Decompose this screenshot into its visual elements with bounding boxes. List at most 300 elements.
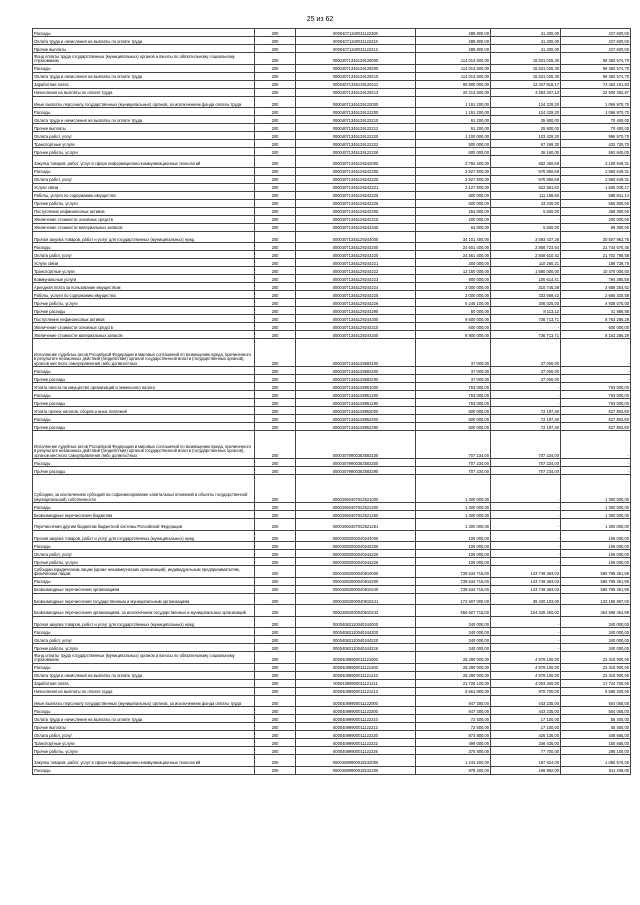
row-code: 200 (255, 207, 296, 215)
row-approved: 113 013 600,00 (416, 64, 491, 72)
row-code: 200 (255, 766, 296, 774)
row-name: Расходы (33, 459, 255, 467)
row-approved: 1 300 000,00 (416, 475, 491, 503)
row-budget-code: 00004089900011122200 (296, 707, 416, 715)
row-remaining: 3 109 949,31 (561, 156, 631, 168)
row-approved: 24 601 400,00 (416, 243, 491, 251)
table-row (33, 331, 631, 339)
row-approved: 600 000,00 (416, 423, 491, 431)
row-remaining: 4 938 075,00 (561, 299, 631, 307)
row-name: Расходы (33, 367, 255, 375)
row-approved: 37 000,00 (416, 375, 491, 383)
row-name: Прочие расходы (33, 399, 255, 407)
row-budget-code: 00004071345129244220 (296, 251, 416, 259)
row-approved: 763 000,00 (416, 383, 491, 391)
row-budget-code: 00004089900011122000 (296, 695, 416, 707)
row-name: Расходы (33, 663, 255, 671)
row-remaining: 527 802,60 (561, 423, 631, 431)
row-name: Расходы (33, 707, 255, 715)
table-row (33, 29, 631, 37)
row-remaining: 30 507 962,75 (561, 231, 631, 243)
row-executed: 72 197,40 (491, 415, 561, 423)
row-code: 200 (255, 755, 296, 767)
row-budget-code: 00004071345129122200 (296, 108, 416, 116)
row-approved: 600 000,00 (416, 407, 491, 415)
row-code: 200 (255, 331, 296, 339)
row-budget-code: 00004083110040244200 (296, 628, 416, 636)
row-remaining: 600 000,00 (561, 323, 631, 331)
row-name: Исполнение судебных актов Российской Федерации и мировых соглашений по возмещению вреда, причиненного в результате незаконных действий (бездействия) органов государственной власти (государственных органов), органов местного самоуправления либо должностных (33, 339, 255, 367)
row-budget-code: 00004082000040244000 (296, 530, 416, 542)
row-name: Иные выплаты персоналу государственных (муниципальных) органов, за исключением фонда оплаты труда (33, 695, 255, 707)
row-executed: 124 229,30 (491, 108, 561, 116)
row-name: Уплата прочих налогов, сборов и иных платежей (33, 407, 255, 415)
table-row (33, 80, 631, 88)
row-code: 200 (255, 616, 296, 628)
table-row (33, 108, 631, 116)
row-budget-code: 00004071345129122210 (296, 116, 416, 124)
row-executed: 36 160,00 (491, 148, 561, 156)
row-executed: 41 200,00 (491, 45, 561, 53)
table-row (33, 64, 631, 72)
row-name: Закупка товаров, работ, услуг в сфере информационно-коммуникационных технологий (33, 755, 255, 767)
row-name: Увеличение стоимости материальных запасов (33, 223, 255, 231)
row-name: Прочие работы, услуги (33, 299, 255, 307)
row-budget-code: 00004082000040244200 (296, 542, 416, 550)
table-row (33, 407, 631, 415)
row-code: 200 (255, 267, 296, 275)
row-remaining: 1 300 000,00 (561, 519, 631, 531)
table-row (33, 475, 631, 503)
row-code: 200 (255, 566, 296, 578)
row-code: 200 (255, 72, 296, 80)
row-remaining: 1 055 576,00 (561, 755, 631, 767)
row-approved: 3 000 000,00 (416, 291, 491, 299)
row-code: 200 (255, 199, 296, 207)
row-approved: 300 000,00 (416, 259, 491, 267)
row-remaining: 227 600,00 (561, 37, 631, 45)
row-budget-code: 00004082000040810242 (296, 605, 416, 617)
row-executed: - (491, 215, 561, 223)
row-remaining: 21 702 789,58 (561, 251, 631, 259)
row-approved: 600 000,00 (416, 148, 491, 156)
row-remaining: 340 000,00 (561, 644, 631, 652)
row-budget-code: 00004071345129122212 (296, 124, 416, 132)
row-executed: 308 025,00 (491, 299, 561, 307)
row-approved: 50 000,00 (416, 307, 491, 315)
row-budget-code: 00004079900383583290 (296, 467, 416, 475)
table-row (33, 542, 631, 550)
row-executed: 2 856 723,54 (491, 243, 561, 251)
row-executed: 143 749 363,02 (491, 566, 561, 578)
row-budget-code: 00004071345129242220 (296, 175, 416, 183)
row-code: 200 (255, 275, 296, 283)
row-remaining: 106 000,00 (561, 542, 631, 550)
row-executed: 975 700,00 (491, 687, 561, 695)
row-name: Коммунальные услуги (33, 275, 255, 283)
row-budget-code: 00004083110040244226 (296, 644, 416, 652)
row-code: 200 (255, 577, 296, 585)
row-code: 200 (255, 695, 296, 707)
row-code: 200 (255, 459, 296, 467)
row-budget-code: 00004071345129851200 (296, 391, 416, 399)
row-executed: 5 500,00 (491, 223, 561, 231)
row-approved: 3 527 600,00 (416, 167, 491, 175)
row-name: Исполнение судебных актов Российской Федерации и мировых соглашений по возмещению вреда, причиненного в результате незаконных действий (бездействия) органов государственной власти (государственных органов), органов местного самоуправления либо должностных (33, 431, 255, 459)
table-row (33, 519, 631, 531)
row-budget-code: 00004089900011121211 (296, 679, 416, 687)
row-code: 200 (255, 108, 296, 116)
row-name: Безвозмездные перечисления организациям (33, 585, 255, 593)
row-budget-code: 00004082000040244226 (296, 558, 416, 566)
row-remaining: 1 605 038,17 (561, 183, 631, 191)
row-remaining: 504 065,00 (561, 707, 631, 715)
row-remaining: - (561, 467, 631, 475)
row-executed: 443 235,00 (491, 707, 561, 715)
row-code: 200 (255, 323, 296, 331)
row-remaining: 70 400,00 (561, 116, 631, 124)
row-name: Увеличение стоимости материальных запасов (33, 331, 255, 339)
table-row (33, 156, 631, 168)
table-row (33, 291, 631, 299)
row-budget-code: 00004082000040810240 (296, 585, 416, 593)
row-approved: 21 728 100,00 (416, 679, 491, 687)
row-approved: 707 234,00 (416, 431, 491, 459)
row-executed: - (491, 636, 561, 644)
row-remaining: 23 310 900,00 (561, 671, 631, 679)
row-code: 200 (255, 644, 296, 652)
row-executed: 43 230,00 (491, 199, 561, 207)
row-executed: 105 614,41 (491, 275, 561, 283)
row-approved: 800 000,00 (416, 191, 491, 199)
table-row (33, 231, 631, 243)
row-remaining: 595 785 351,98 (561, 585, 631, 593)
row-name: Услуги связи (33, 183, 255, 191)
row-remaining: 106 000,00 (561, 530, 631, 542)
row-executed: 333 669,42 (491, 291, 561, 299)
row-name: Увеличение стоимости основных средств (33, 215, 255, 223)
row-budget-code: 00004071345129244224 (296, 283, 416, 291)
row-remaining: 55 400,00 (561, 715, 631, 723)
row-remaining: 2 850 649,31 (561, 167, 631, 175)
row-executed: 37 000,00 (491, 375, 561, 383)
row-budget-code: 00004071345129129211 (296, 80, 416, 88)
row-name: Прочие работы, услуги (33, 199, 255, 207)
row-budget-code: 00004071345129244200 (296, 243, 416, 251)
row-code: 200 (255, 183, 296, 191)
row-approved: 288 800,00 (416, 45, 491, 53)
table-row (33, 755, 631, 767)
row-executed: 25 800,00 (491, 116, 561, 124)
row-budget-code: 00004071345129244225 (296, 291, 416, 299)
row-code: 200 (255, 707, 296, 715)
row-approved: 707 234,00 (416, 467, 491, 475)
row-code: 200 (255, 687, 296, 695)
row-budget-code: 00004071345129122226 (296, 148, 416, 156)
row-executed: 17 100,00 (491, 715, 561, 723)
row-name: Прочие расходы (33, 423, 255, 431)
row-name: Субсидии юридическим лицам (кроме некоммерческих организаций), индивидуальным предпринимателям, физическим лицам (33, 566, 255, 578)
row-code: 200 (255, 530, 296, 542)
row-approved: 340 000,00 (416, 628, 491, 636)
row-name: Перечисления другим бюджетам бюджетной системы Российской Федерации (33, 519, 255, 531)
row-budget-code: 00004071340011122212 (296, 45, 416, 53)
row-executed: 143 749 363,02 (491, 585, 561, 593)
row-remaining: 23 310 900,00 (561, 652, 631, 664)
row-approved: 600 000,00 (416, 199, 491, 207)
row-executed: 77 700,00 (491, 747, 561, 755)
row-budget-code: 00004089900011122222 (296, 739, 416, 747)
row-approved: 566 927 715,00 (416, 605, 491, 617)
row-remaining: 1 066 970,70 (561, 108, 631, 116)
row-remaining: 527 802,60 (561, 407, 631, 415)
row-name: Оплата труда и начисления на выплаты по оплате труда (33, 116, 255, 124)
row-executed: 13 347 818,17 (491, 80, 561, 88)
row-executed: 37 000,00 (491, 367, 561, 375)
table-row (33, 550, 631, 558)
row-remaining: 1 300 000,00 (561, 475, 631, 503)
row-executed: 4 979 100,00 (491, 671, 561, 679)
row-executed: - (491, 542, 561, 550)
row-approved: 3 792 400,00 (416, 156, 491, 168)
row-name: Оплата работ, услуг (33, 132, 255, 140)
row-code: 200 (255, 511, 296, 519)
row-budget-code: 00004089900011121200 (296, 663, 416, 671)
row-remaining: 189 739,79 (561, 259, 631, 267)
row-name: Транспортные услуги (33, 267, 255, 275)
row-budget-code: 00004071345129242340 (296, 223, 416, 231)
row-code: 200 (255, 739, 296, 747)
row-name: Оплата работ, услуг (33, 175, 255, 183)
row-budget-code: 00004060407042521000 (296, 475, 416, 503)
row-remaining: 763 000,00 (561, 391, 631, 399)
row-name: Субсидии, за исключением субсидий на софинансирование капитальных вложений в объекты государственной (муниципальной) собственности (33, 475, 255, 503)
row-remaining: 298 100,00 (561, 747, 631, 755)
row-budget-code: 00004079900383583200 (296, 459, 416, 467)
row-executed: 111 158,86 (491, 191, 561, 199)
row-budget-code: 00004071345129583200 (296, 367, 416, 375)
row-approved: 91 200,00 (416, 124, 491, 132)
row-budget-code: 00004071345129851290 (296, 399, 416, 407)
row-name: Безвозмездные перечисления государственным и муниципальным организациям (33, 593, 255, 605)
row-approved: 8 900 000,00 (416, 331, 491, 339)
row-executed: 67 269,30 (491, 140, 561, 148)
row-name: Закупка товаров, работ, услуг в сфере информационно-коммуникационных технологий (33, 156, 255, 168)
row-executed: 41 200,00 (491, 29, 561, 37)
row-remaining: 556 800,00 (561, 199, 631, 207)
row-code: 200 (255, 96, 296, 108)
row-approved: 12 150 000,00 (416, 267, 491, 275)
table-row (33, 251, 631, 259)
row-code: 200 (255, 339, 296, 367)
row-name: Иные выплаты персоналу государственных (муниципальных) органов, за исключением фонда оплаты труда (33, 96, 255, 108)
table-row (33, 415, 631, 423)
row-executed: 682 450,69 (491, 156, 561, 168)
row-budget-code: 00004071345129852000 (296, 407, 416, 415)
row-approved: 6 561 900,00 (416, 687, 491, 695)
row-approved: 28 290 000,00 (416, 663, 491, 671)
row-remaining: 96 382 574,70 (561, 72, 631, 80)
table-row (33, 207, 631, 215)
row-remaining: - (561, 459, 631, 467)
row-executed: 736 713,71 (491, 331, 561, 339)
row-name: Расходы (33, 243, 255, 251)
row-code: 200 (255, 124, 296, 132)
table-row (33, 663, 631, 671)
row-executed: 3 283 207,13 (491, 88, 561, 96)
row-approved: 874 800,00 (416, 731, 491, 739)
row-approved: 1 191 200,00 (416, 96, 491, 108)
row-code: 200 (255, 215, 296, 223)
row-executed: 707 234,00 (491, 431, 561, 459)
row-remaining: 340 000,00 (561, 636, 631, 644)
row-remaining: 1 300 000,00 (561, 511, 631, 519)
row-remaining: 227 600,00 (561, 29, 631, 37)
row-budget-code: 00004071345129242225 (296, 191, 416, 199)
row-approved: 34 101 400,00 (416, 231, 491, 243)
table-row (33, 723, 631, 731)
row-code: 200 (255, 223, 296, 231)
row-code: 200 (255, 367, 296, 375)
row-name: Прочая закупка товаров, работ и услуг для государственных (муниципальных) нужд (33, 530, 255, 542)
row-executed: - (491, 383, 561, 391)
row-approved: 91 200,00 (416, 116, 491, 124)
row-code: 200 (255, 391, 296, 399)
row-executed: 110 260,21 (491, 259, 561, 267)
row-approved: 288 800,00 (416, 29, 491, 37)
row-approved: 64 800,00 (416, 223, 491, 231)
row-executed: - (491, 616, 561, 628)
row-name: Прочие выплаты (33, 45, 255, 53)
row-approved: 200 000,00 (416, 215, 491, 223)
table-row (33, 383, 631, 391)
row-code: 200 (255, 132, 296, 140)
row-executed: 16 631 025,30 (491, 53, 561, 65)
row-approved: 1 191 200,00 (416, 108, 491, 116)
row-remaining: 23 310 900,00 (561, 663, 631, 671)
row-code: 200 (255, 53, 296, 65)
row-approved: 600 000,00 (416, 323, 491, 331)
row-code: 200 (255, 628, 296, 636)
row-name: Оплата труда и начисления на выплаты по оплате труда (33, 671, 255, 679)
row-executed: 4 003 400,00 (491, 679, 561, 687)
table-row (33, 283, 631, 291)
row-name: Расходы (33, 29, 255, 37)
row-name: Работы, услуги по содержанию имущества (33, 191, 255, 199)
table-row (33, 671, 631, 679)
row-executed: 426 135,00 (491, 731, 561, 739)
row-remaining: 70 400,00 (561, 124, 631, 132)
row-executed: 676 950,69 (491, 175, 561, 183)
table-row (33, 423, 631, 431)
row-code: 200 (255, 315, 296, 323)
row-approved: 900 000,00 (416, 275, 491, 283)
row-approved: 37 000,00 (416, 367, 491, 375)
row-budget-code: 00004071345129122000 (296, 96, 416, 108)
table-row (33, 715, 631, 723)
row-remaining: 55 400,00 (561, 723, 631, 731)
row-budget-code: 00004089900018242200 (296, 766, 416, 774)
row-code: 200 (255, 243, 296, 251)
row-code: 200 (255, 723, 296, 731)
row-approved: 113 013 600,00 (416, 72, 491, 80)
row-executed: 8 113,12 (491, 307, 561, 315)
row-remaining: 595 785 351,98 (561, 577, 631, 585)
row-code: 200 (255, 715, 296, 723)
table-row (33, 605, 631, 617)
row-executed: 707 234,00 (491, 459, 561, 467)
row-budget-code: 00004089900011121000 (296, 652, 416, 664)
row-approved: 1 100 000,00 (416, 132, 491, 140)
row-name: Оплата труда и начисления на выплаты по оплате труда (33, 715, 255, 723)
table-row (33, 695, 631, 707)
row-name: Уплата налога на имущество организаций и земельного налога (33, 383, 255, 391)
row-budget-code: 00004071345129129000 (296, 53, 416, 65)
row-budget-code: 00004083110040244220 (296, 636, 416, 644)
row-executed: - (491, 399, 561, 407)
row-name: Транспортные услуги (33, 140, 255, 148)
table-row (33, 585, 631, 593)
table-row (33, 124, 631, 132)
row-name: Расходы (33, 391, 255, 399)
row-executed: 16 631 025,30 (491, 64, 561, 72)
row-code: 200 (255, 415, 296, 423)
row-name: Прочие работы, услуги (33, 148, 255, 156)
row-remaining: 811 208,00 (561, 766, 631, 774)
table-row (33, 299, 631, 307)
row-code: 200 (255, 383, 296, 391)
row-code: 200 (255, 399, 296, 407)
row-budget-code: 00004089900011122212 (296, 723, 416, 731)
row-budget-code: 00004071345129244226 (296, 299, 416, 307)
row-code: 200 (255, 175, 296, 183)
row-name: Работы, услуги по содержанию имущества (33, 291, 255, 299)
table-row (33, 223, 631, 231)
row-budget-code: 00004082000040244220 (296, 550, 416, 558)
row-approved: 28 290 000,00 (416, 652, 491, 664)
row-executed: 37 000,00 (491, 339, 561, 367)
row-approved: 1 300 000,00 (416, 503, 491, 511)
row-remaining: 96 382 574,70 (561, 53, 631, 65)
row-budget-code: 00004082000040810200 (296, 577, 416, 585)
row-remaining: 150 565,00 (561, 739, 631, 747)
table-row (33, 53, 631, 65)
row-budget-code: 00004071340011122200 (296, 29, 416, 37)
table-row (33, 530, 631, 542)
row-executed: - (491, 391, 561, 399)
row-approved: 72 500,00 (416, 715, 491, 723)
row-name: Транспортные услуги (33, 739, 255, 747)
table-row (33, 315, 631, 323)
table-row (33, 140, 631, 148)
row-approved: 9 500 000,00 (416, 315, 491, 323)
table-row (33, 88, 631, 96)
table-row (33, 391, 631, 399)
row-remaining: 432 730,70 (561, 140, 631, 148)
row-executed: - (491, 644, 561, 652)
row-remaining: 2 666 330,58 (561, 291, 631, 299)
row-code: 200 (255, 45, 296, 53)
row-code: 200 (255, 542, 296, 550)
row-name: Услуги связи (33, 259, 255, 267)
row-executed: 443 235,00 (491, 695, 561, 707)
table-row (33, 323, 631, 331)
row-remaining: 8 163 286,29 (561, 331, 631, 339)
row-executed: 2 848 610,42 (491, 251, 561, 259)
row-approved: 739 534 715,00 (416, 566, 491, 578)
row-remaining: 763 000,00 (561, 399, 631, 407)
row-code: 200 (255, 663, 296, 671)
